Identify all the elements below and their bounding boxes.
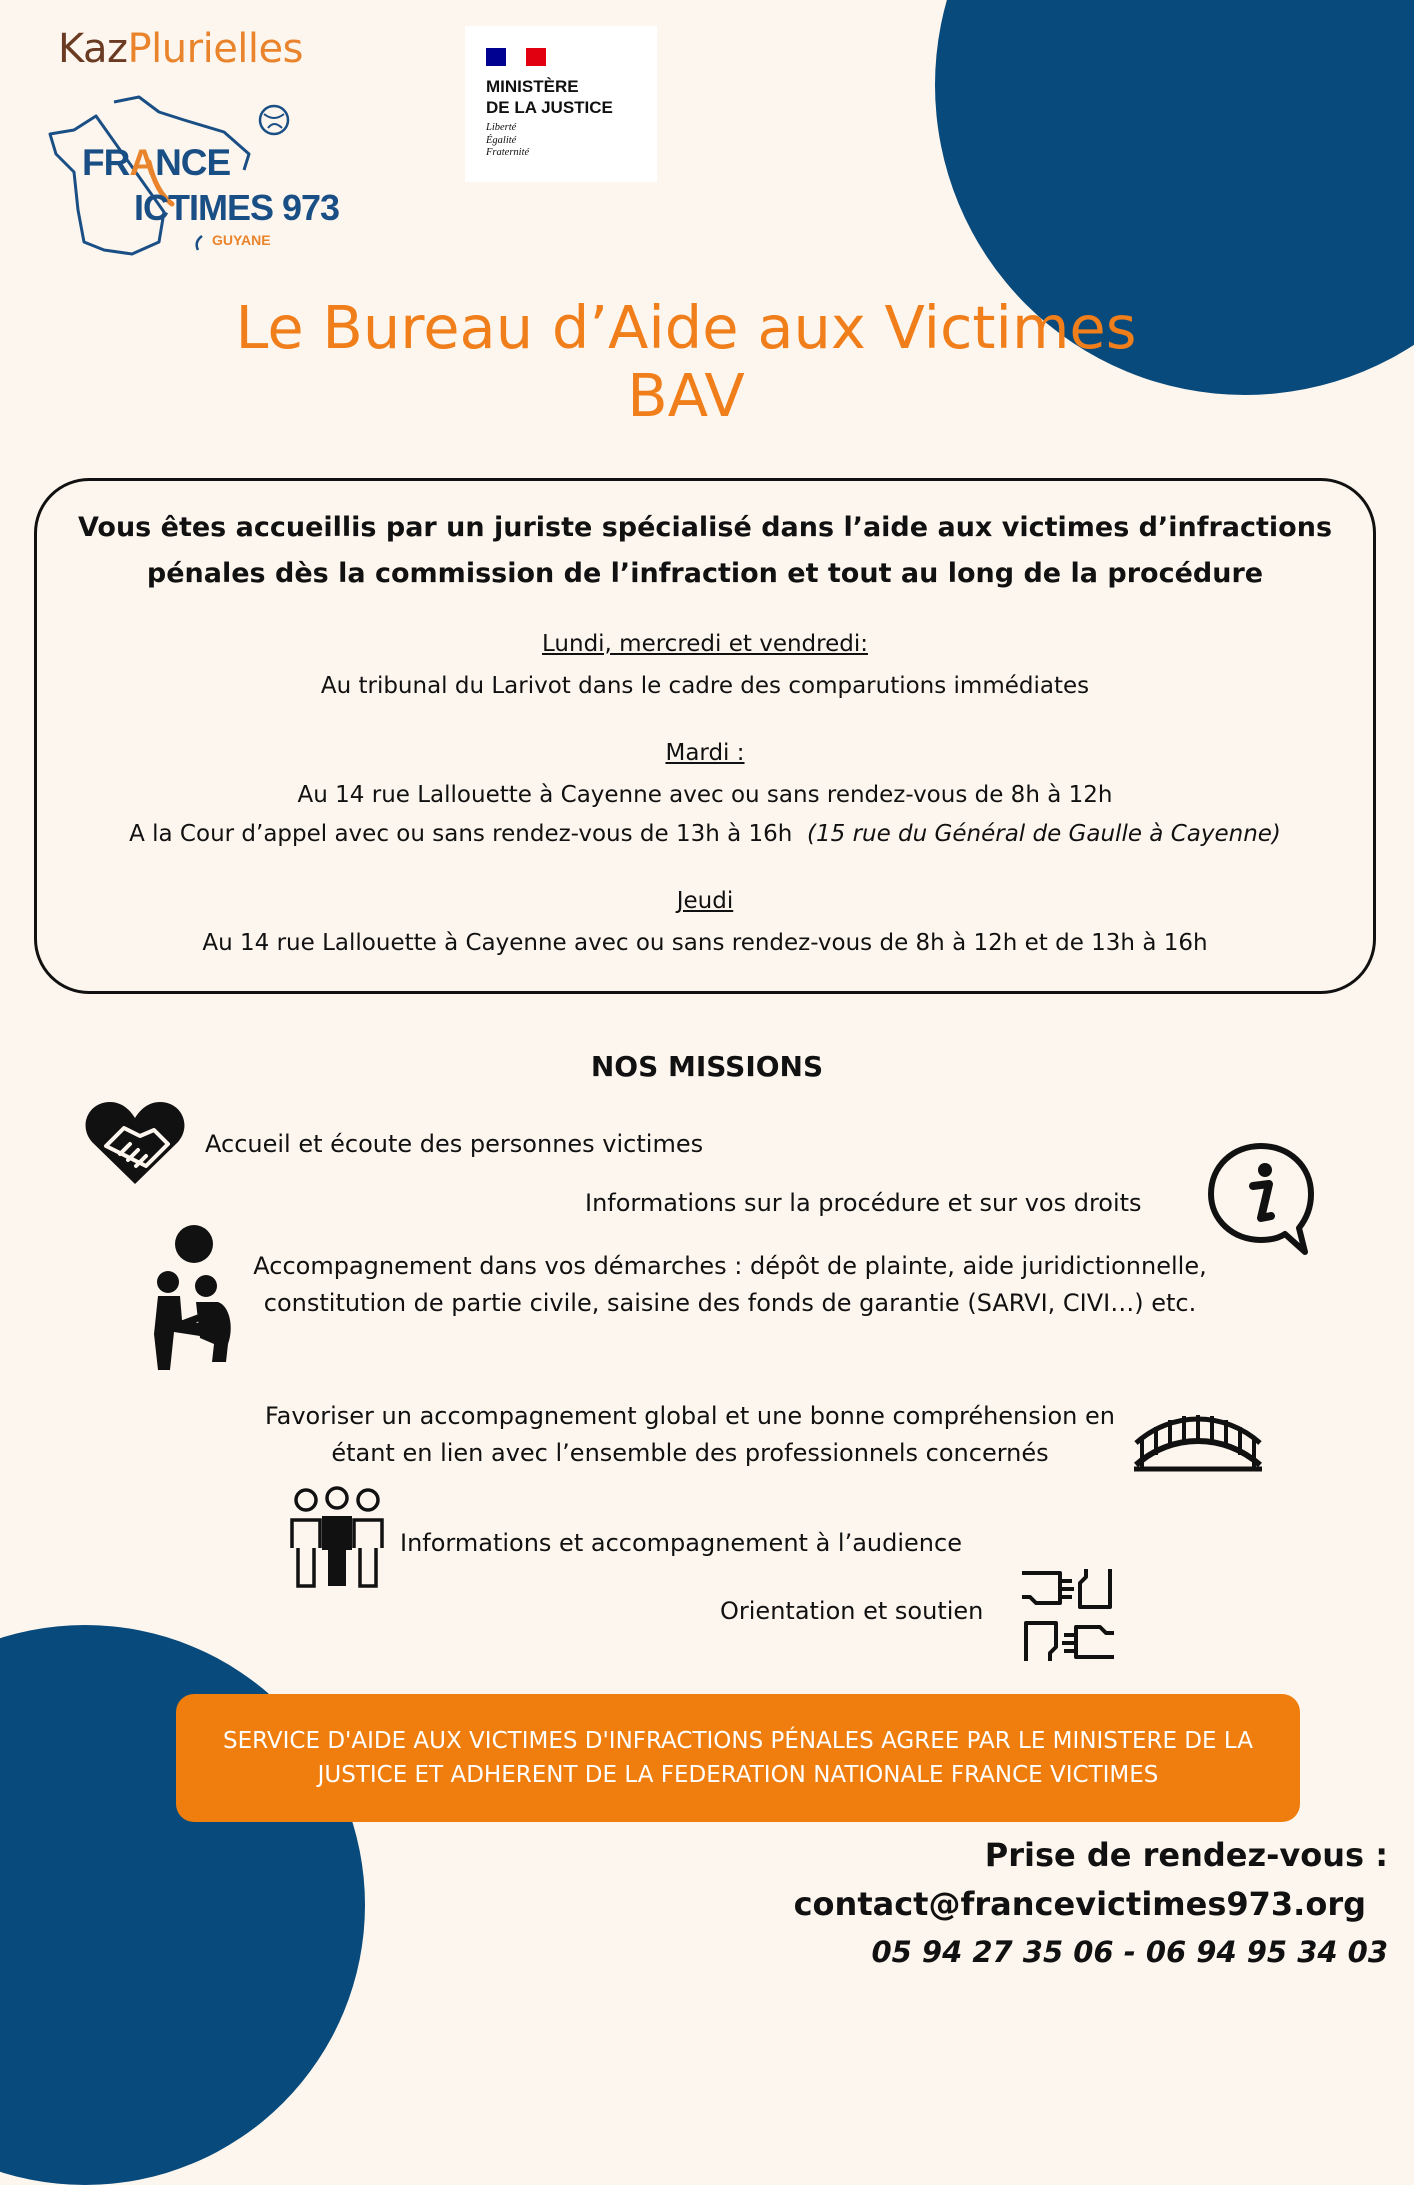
marianne-flag-icon	[486, 48, 546, 66]
contact-phones[interactable]: 05 94 27 35 06 - 06 94 95 34 03	[871, 1935, 1388, 1969]
schedule-line: Au 14 rue Lallouette à Cayenne avec ou sans rendez-vous de 8h à 12h et de 13h à 16h	[202, 930, 1208, 956]
contact-email[interactable]: contact@francevictimes973.org	[793, 1885, 1366, 1923]
heart-handshake-icon	[84, 1098, 186, 1186]
mission-item: Favoriser un accompagnement global et une bonne compréhension en étant en lien avec l’ensemble des professionnels concernés	[265, 1402, 1115, 1467]
schedule-day-label: Mardi :	[665, 740, 745, 766]
schedule-day-label: Jeudi	[676, 888, 734, 914]
schedule-line: Au tribunal du Larivot dans le cadre des comparutions immédiates	[320, 673, 1090, 699]
schedule-line: A la Cour d’appel avec ou sans rendez-vous de 13h à 16h (15 rue du Général de Gaulle à Cayenne)	[129, 821, 1281, 847]
bridge-icon	[1132, 1403, 1264, 1473]
mission-item: Informations et accompagnement à l’audience	[400, 1529, 962, 1557]
missions-title: NOS MISSIONS	[590, 1050, 824, 1083]
page-title: Le Bureau d’Aide aux Victimes BAV	[235, 293, 1137, 430]
mission-item: Accueil et écoute des personnes victimes	[205, 1130, 704, 1158]
group-people-icon	[286, 1486, 388, 1588]
info-bubble-icon	[1205, 1140, 1317, 1258]
france-victimes-wordmark: FRANCE	[82, 142, 231, 183]
mission-item: Orientation et soutien	[720, 1597, 984, 1625]
france-victimes-logo	[44, 92, 364, 262]
schedule-line: Au 14 rue Lallouette à Cayenne avec ou sans rendez-vous de 8h à 12h	[297, 782, 1113, 808]
kaz-plurielles-logo: KazPlurielles	[58, 26, 303, 72]
victimes-973-wordmark: ICTIMES 973	[134, 187, 340, 228]
accreditation-banner: SERVICE D'AIDE AUX VICTIMES D'INFRACTIONS PÉNALES AGREE PAR LE MINISTERE DE LA JUSTICE ET ADHERENT DE LA FEDERATION NATIONALE FRANCE VICTIMES	[176, 1694, 1300, 1822]
guyane-label: GUYANE	[212, 232, 271, 248]
mission-item: Accompagnement dans vos démarches : dépôt de plainte, aide juridictionnelle, constitution de partie civile, saisine des fonds de garantie (SARVI, CIVI…) etc.	[253, 1252, 1207, 1317]
ministry-name: MINISTÈRE DE LA JUSTICE	[486, 77, 613, 117]
support-people-icon	[138, 1222, 236, 1372]
address-note: (15 rue du Général de Gaulle à Cayenne)	[807, 821, 1281, 847]
schedule-day-label: Lundi, mercredi et vendredi:	[542, 631, 868, 657]
intro-text: Vous êtes accueillis par un juriste spécialisé dans l’aide aux victimes d’infractions pénales dès la commission de l’infraction et tout au long de la procédure	[77, 512, 1333, 589]
ministere-justice-logo	[465, 26, 657, 182]
republic-motto: Liberté Égalité Fraternité	[486, 122, 530, 158]
mission-item: Informations sur la procédure et sur vos droits	[585, 1189, 1142, 1217]
appointment-label: Prise de rendez-vous :	[984, 1836, 1388, 1874]
schedule-box	[34, 478, 1376, 994]
joined-hands-icon	[1016, 1563, 1120, 1667]
